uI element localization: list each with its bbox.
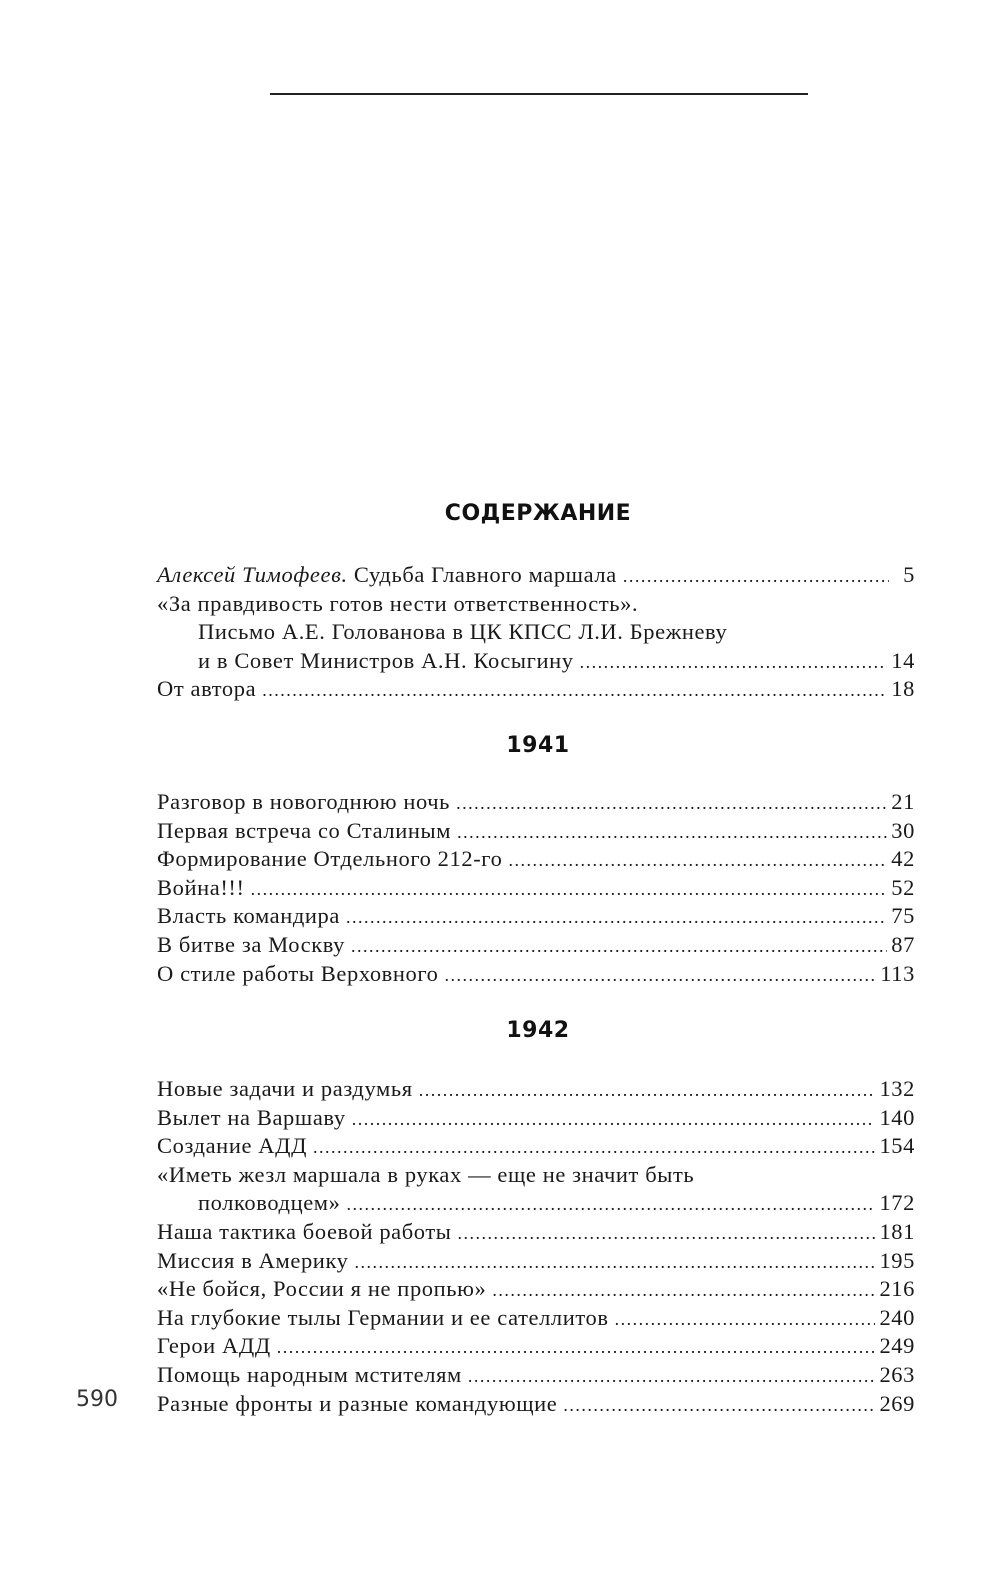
toc-entry	[157, 788, 915, 817]
entry-page: 172	[879, 1190, 915, 1216]
entry-page: 140	[879, 1104, 915, 1130]
toc-entry	[157, 1275, 915, 1304]
front-matter-list	[157, 561, 915, 704]
toc-entry	[157, 1104, 915, 1133]
entry-page: 87	[891, 931, 915, 957]
toc-entry	[157, 1390, 915, 1419]
entry-title: В битве за Москву	[157, 931, 346, 957]
entry-page: 132	[879, 1076, 915, 1101]
entry-page: 30	[891, 817, 915, 843]
entry-page: 181	[879, 1218, 915, 1244]
entry-page: 269	[879, 1390, 915, 1416]
entry-page: 52	[891, 874, 915, 900]
entry-page: 216	[879, 1276, 915, 1302]
entry-page: 263	[879, 1361, 915, 1387]
entry-title: Власть командира	[157, 903, 340, 929]
entry-title: Вылет на Варшаву	[157, 1104, 346, 1130]
leader-dots	[419, 1076, 876, 1105]
entry-page: 249	[879, 1333, 915, 1359]
toc-entry	[157, 675, 915, 704]
toc-entry	[157, 960, 915, 989]
entry-page: 5	[903, 562, 915, 587]
toc-title: СОДЕРЖАНИЕ	[444, 501, 632, 526]
entry-author: Алексей Тимофеев.	[157, 562, 348, 587]
entry-page: 18	[891, 676, 915, 702]
leader-dots	[355, 1248, 876, 1277]
entry-title: Разговор в новогоднюю ночь	[157, 789, 451, 814]
toc-entry	[157, 1161, 915, 1218]
entry-page: 195	[879, 1247, 915, 1273]
toc-entry	[157, 590, 915, 676]
entry-title-line: «Иметь жезл маршала в руках — еще не значит быть	[157, 1161, 695, 1187]
leader-dots	[563, 1391, 875, 1420]
entry-title-last-line: и в Совет Министров А.Н. Косыгину ..... 14	[157, 647, 915, 676]
entry-title-line: «За правдивость готов нести ответственность».	[157, 590, 639, 616]
entry-title: На глубокие тылы Германии и ее сателлитов	[157, 1304, 609, 1330]
leader-dots	[445, 961, 877, 990]
leader-dots	[347, 1190, 876, 1219]
leader-dots	[615, 1305, 876, 1334]
leader-dots	[580, 648, 888, 677]
leader-dots	[508, 846, 887, 875]
leader-dots	[251, 875, 888, 904]
entry-page: 113	[880, 960, 915, 986]
top-rule	[270, 93, 808, 95]
section-heading-1942: 1942	[506, 1018, 570, 1043]
leader-dots	[346, 903, 887, 932]
leader-dots	[457, 818, 887, 847]
toc-entry	[157, 845, 915, 874]
toc-entry	[157, 1247, 915, 1276]
toc-entry	[157, 1361, 915, 1390]
entry-title: Формирование Отдельного 212-го	[157, 846, 503, 872]
entry-page: 21	[891, 789, 915, 814]
entry-title: О стиле работы Верховного	[157, 960, 439, 986]
toc-entry	[157, 561, 915, 590]
entry-title: Герои АДД	[157, 1333, 271, 1359]
entry-title: Война!!!	[157, 874, 245, 900]
entry-title-last-line: полководцем» ..... 172	[157, 1189, 915, 1218]
entry-title: Новые задачи и раздумья	[157, 1076, 413, 1101]
toc-entry	[157, 931, 915, 960]
leader-dots	[492, 1276, 875, 1305]
leader-dots	[262, 676, 887, 705]
leader-dots	[352, 1105, 876, 1134]
page-number: 590	[76, 1387, 118, 1412]
toc-entry	[157, 1075, 915, 1104]
section-heading-1941: 1941	[506, 733, 570, 758]
entry-page: 14	[891, 647, 915, 673]
leader-dots	[458, 1219, 876, 1248]
leader-dots	[456, 789, 887, 818]
entry-page: 75	[891, 903, 915, 929]
entry-title: Алексей Тимофеев. Судьба Главного маршала	[157, 562, 617, 587]
toc-entry	[157, 1304, 915, 1333]
toc-entry	[157, 902, 915, 931]
leader-dots	[468, 1362, 876, 1391]
entry-page: 240	[879, 1304, 915, 1330]
entry-title: От автора	[157, 676, 257, 702]
toc-entry	[157, 874, 915, 903]
toc-entry	[157, 817, 915, 846]
entry-title: Помощь народным мстителям	[157, 1361, 462, 1387]
leader-dots	[351, 932, 887, 961]
toc-entry	[157, 1332, 915, 1361]
entry-page: 42	[891, 846, 915, 872]
entry-title: Миссия в Америку	[157, 1247, 349, 1273]
entry-title: «Не бойся, России я не пропью»	[157, 1276, 487, 1302]
entry-title: Наша тактика боевой работы	[157, 1218, 452, 1244]
chapter-list-1941	[157, 788, 915, 988]
leader-dots	[277, 1333, 876, 1362]
leader-dots	[313, 1133, 875, 1162]
leader-dots	[623, 562, 889, 591]
entry-page: 154	[879, 1133, 915, 1159]
chapter-list-1942	[157, 1075, 915, 1418]
entry-title-line: Письмо А.Е. Голованова в ЦК КПСС Л.И. Брежневу	[198, 619, 728, 645]
entry-title: Первая встреча со Сталиным	[157, 817, 452, 843]
toc-entry	[157, 1218, 915, 1247]
toc-entry	[157, 1132, 915, 1161]
entry-title: Разные фронты и разные командующие	[157, 1390, 558, 1416]
entry-title: Создание АДД	[157, 1133, 308, 1159]
